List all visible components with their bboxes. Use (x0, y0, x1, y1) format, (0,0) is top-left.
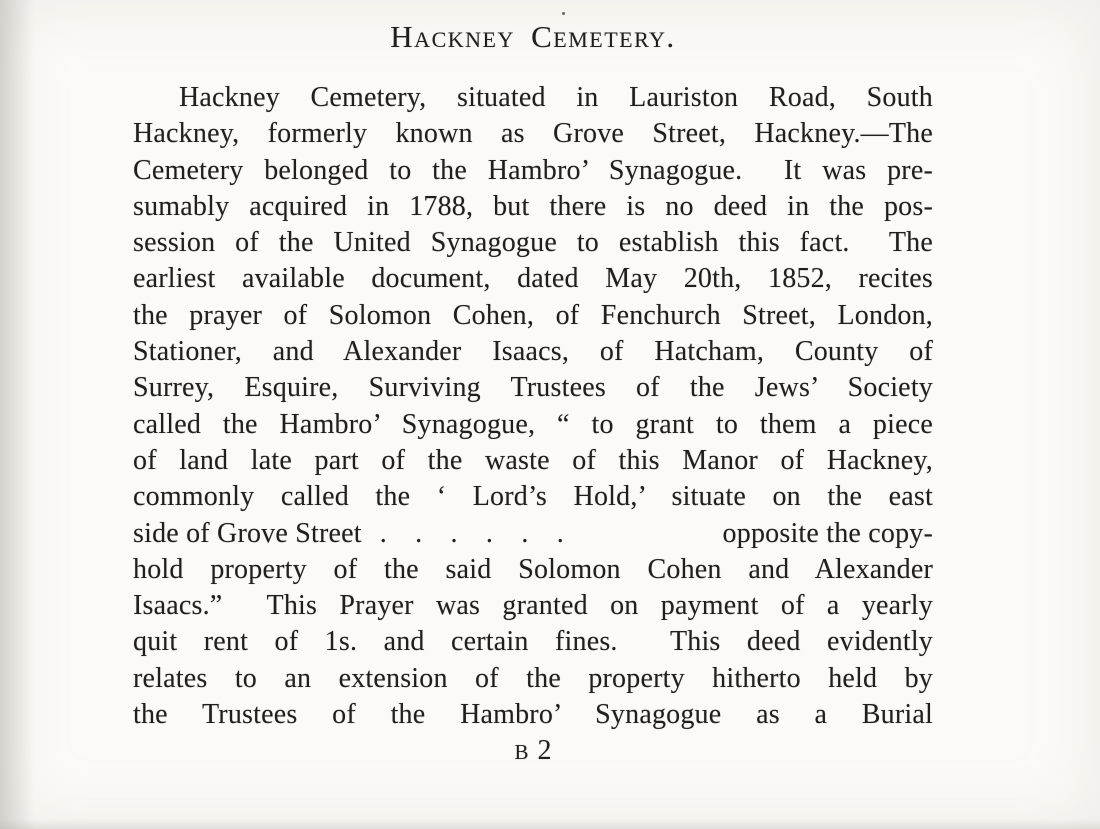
ellipsis-dots: . . . . . . (379, 517, 564, 549)
text-line: sumably acquired in 1788, but there is no deed in the pos- (133, 190, 933, 222)
text-line: quit rent of 1s. and certain fines. This deed evidently (133, 626, 933, 658)
scan-speck (562, 12, 565, 15)
text-line: commonly called the ‘ Lord’s Hold,’ situate on the east (133, 481, 933, 513)
text-line: the Trustees of the Hambro’ Synagogue as a Burial (133, 699, 933, 731)
text-line: Isaacs.” This Prayer was granted on payment of a yearly (133, 590, 933, 622)
text-line-with-ellipsis (133, 516, 933, 552)
text-line: Hackney Cemetery, situated in Lauriston Road, South (179, 82, 933, 113)
text-block (133, 16, 933, 769)
text-line: of land late part of the waste of this Manor of Hackney, (133, 444, 933, 476)
text-line: hold property of the said Solomon Cohen and Alexander (133, 553, 933, 585)
scan-bottom-shadow (0, 819, 1100, 829)
text-line: earliest available document, dated May 20th, 1852, recites (133, 263, 933, 295)
signature-letter: B (514, 740, 529, 765)
signature-number: 2 (537, 735, 552, 767)
page-signature (133, 734, 933, 769)
text-line: relates to an extension of the property hitherto held by (133, 662, 933, 694)
text-line: Stationer, and Alexander Isaacs, of Hatcham, County of (133, 336, 933, 368)
text-line: Cemetery belonged to the Hambro’ Synagogue. It was pre- (133, 154, 933, 186)
text-line: Hackney, formerly known as Grove Street, Hackney.—The (133, 118, 933, 150)
ellipsis-line-right: opposite the copy- (722, 517, 933, 549)
text-line: called the Hambro’ Synagogue, “ to grant to them a piece (133, 408, 933, 440)
page-title: Hackney Cemetery. (390, 19, 676, 54)
text-line: the prayer of Solomon Cohen, of Fenchurch Street, London, (133, 299, 933, 331)
ellipsis-line-left: side of Grove Street (133, 517, 362, 549)
scan-left-shadow (0, 0, 34, 829)
text-line: session of the United Synagogue to establish this fact. The (133, 227, 933, 259)
text-line: Surrey, Esquire, Surviving Trustees of the Jews’ Society (133, 372, 933, 404)
